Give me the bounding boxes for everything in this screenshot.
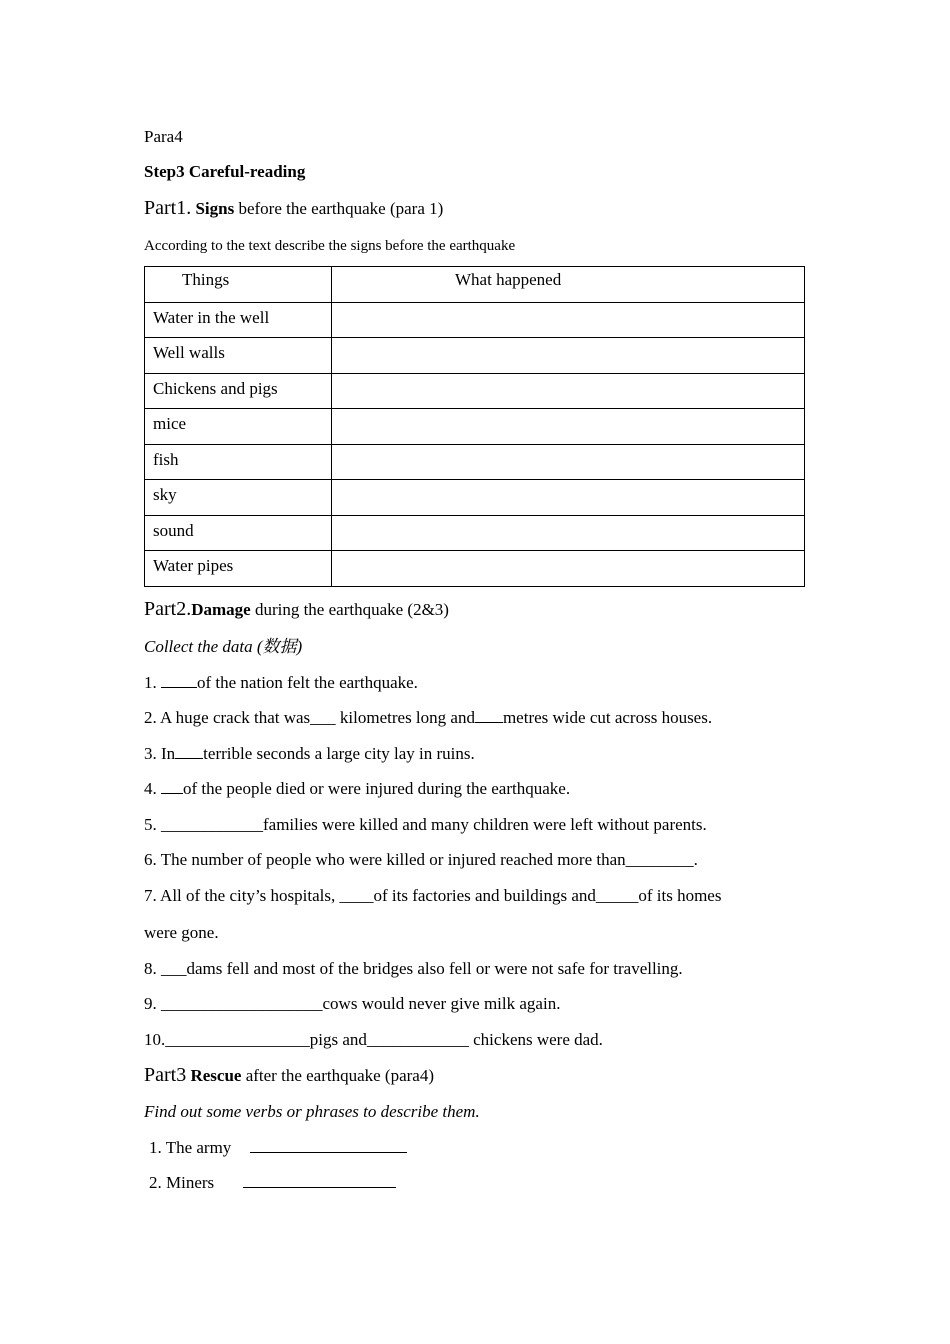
table-header-row	[145, 267, 805, 303]
signs-table	[144, 266, 805, 587]
table-row	[145, 338, 805, 374]
step-title: Step3 Careful-reading	[144, 162, 306, 181]
q2-start: 2. A huge crack that was___ kilometres long and	[144, 708, 475, 727]
part3-rest: after the earthquake (para4)	[245, 1066, 434, 1085]
part1-bold: Signs	[195, 199, 235, 218]
row-thing: sky	[145, 480, 332, 516]
q1-start: 1.	[144, 673, 161, 692]
question-3	[144, 744, 475, 764]
row-thing: fish	[145, 444, 332, 480]
table-row	[145, 444, 805, 480]
table-row	[145, 302, 805, 338]
table-row	[145, 551, 805, 587]
question-1	[144, 673, 418, 693]
header-things: Things	[145, 267, 332, 303]
part1-rest: before the earthquake (para 1)	[238, 199, 444, 218]
rescue-item-blank[interactable]	[250, 1138, 407, 1153]
question-2	[144, 708, 712, 728]
row-thing: mice	[145, 409, 332, 445]
table-row	[145, 409, 805, 445]
row-thing: Chickens and pigs	[145, 373, 332, 409]
row-thing: sound	[145, 515, 332, 551]
q3-blank[interactable]	[175, 744, 203, 759]
q1-end: of the nation felt the earthquake.	[197, 673, 418, 692]
row-answer-cell[interactable]	[332, 338, 805, 374]
table-row	[145, 480, 805, 516]
header-what-happened: What happened	[332, 267, 805, 303]
part2-instruction: Collect the data (数据)	[144, 637, 303, 656]
part3-heading	[144, 1065, 434, 1086]
row-answer-cell[interactable]	[332, 409, 805, 445]
q4-blank[interactable]	[161, 779, 183, 794]
para-label: Para4	[144, 127, 183, 146]
q3-end: terrible seconds a large city lay in ruins.	[203, 744, 475, 763]
question-9: 9. ___________________cows would never give milk again.	[144, 994, 561, 1013]
row-answer-cell[interactable]	[332, 551, 805, 587]
row-answer-cell[interactable]	[332, 444, 805, 480]
rescue-item-miners	[149, 1173, 396, 1193]
q4-start: 4.	[144, 779, 161, 798]
row-answer-cell[interactable]	[332, 480, 805, 516]
question-5: 5. ____________families were killed and many children were left without parents.	[144, 815, 707, 834]
rescue-item-blank[interactable]	[243, 1173, 396, 1188]
part2-rest: during the earthquake (2&3)	[254, 600, 449, 619]
row-answer-cell[interactable]	[332, 515, 805, 551]
part2-bold: Damage	[191, 600, 251, 619]
row-thing: Water pipes	[145, 551, 332, 587]
row-answer-cell[interactable]	[332, 373, 805, 409]
question-6: 6. The number of people who were killed or injured reached more than________.	[144, 850, 698, 869]
table-row	[145, 373, 805, 409]
part2-heading	[144, 599, 449, 620]
part2-prefix: Part2.	[144, 598, 192, 620]
part1-prefix: Part1.	[144, 197, 192, 219]
part3-bold: Rescue	[190, 1066, 242, 1085]
row-thing: Water in the well	[145, 302, 332, 338]
question-7: 7. All of the city’s hospitals, ____of its factories and buildings and_____of its homes	[144, 886, 722, 905]
rescue-item-label: 2. Miners	[149, 1173, 215, 1192]
part3-instruction: Find out some verbs or phrases to describe them.	[144, 1102, 480, 1121]
part3-prefix: Part3	[144, 1064, 187, 1086]
q2-end: metres wide cut across houses.	[502, 708, 713, 727]
q1-blank[interactable]	[161, 673, 197, 688]
question-7-continued: were gone.	[144, 923, 219, 942]
rescue-item-army	[149, 1138, 407, 1158]
part1-instruction: According to the text describe the signs before the earthquake	[144, 238, 516, 254]
table-row	[145, 515, 805, 551]
part1-heading	[144, 198, 443, 219]
q4-end: of the people died or were injured during the earthquake.	[183, 779, 571, 798]
question-8: 8. ___dams fell and most of the bridges also fell or were not safe for travelling.	[144, 959, 683, 978]
rescue-item-label: 1. The army	[149, 1138, 232, 1157]
row-thing: Well walls	[145, 338, 332, 374]
q3-start: 3. In	[144, 744, 176, 763]
q2-blank[interactable]	[475, 708, 503, 723]
row-answer-cell[interactable]	[332, 302, 805, 338]
question-4	[144, 779, 570, 799]
question-10: 10._________________pigs and____________ chickens were dad.	[144, 1030, 603, 1049]
